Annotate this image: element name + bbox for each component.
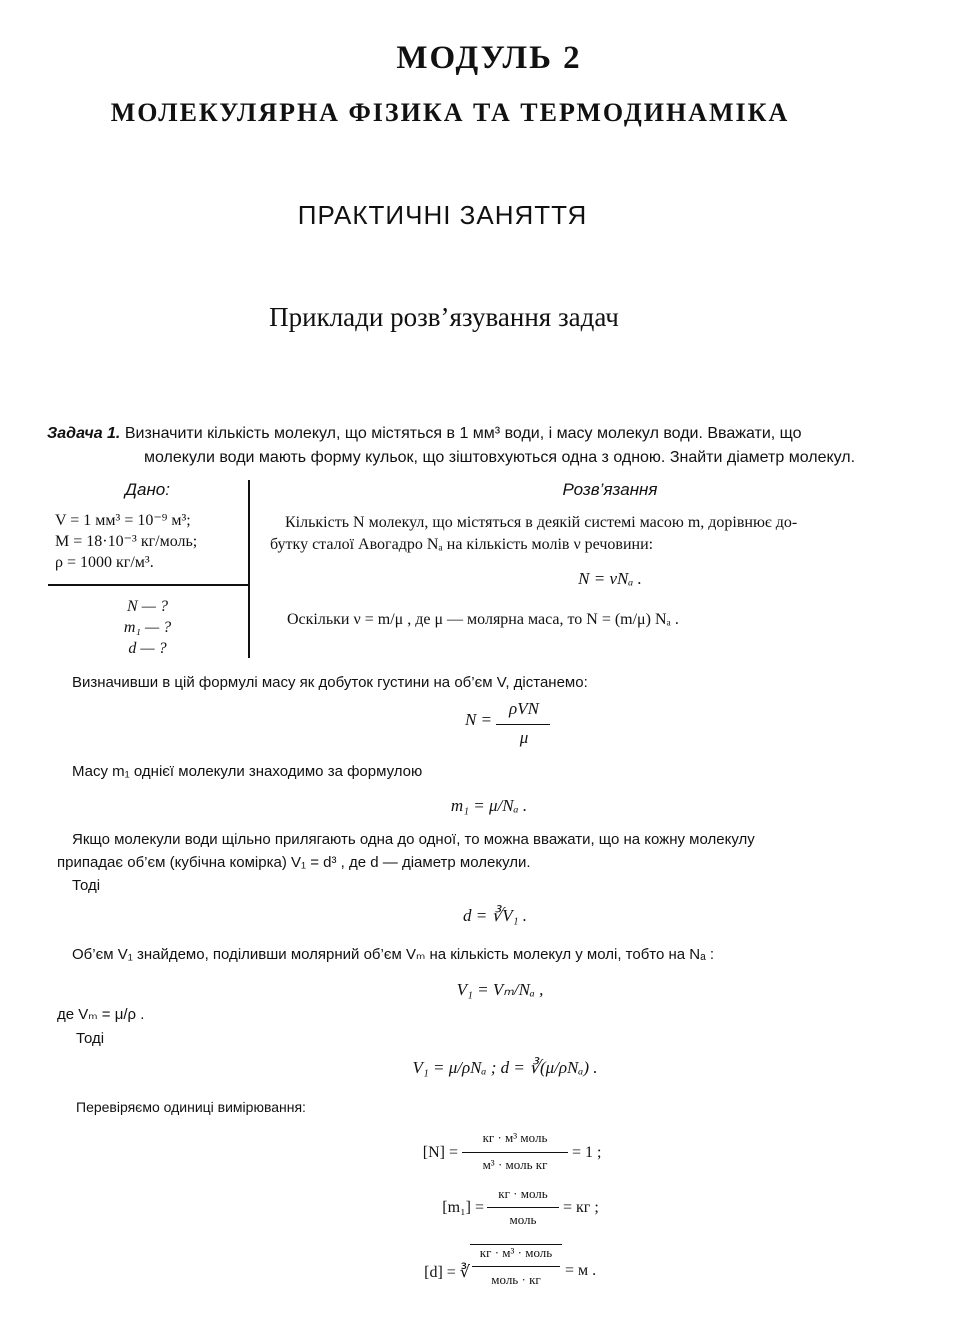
eq2-lhs: N = [464,710,492,729]
equation-v1: V₁ = Vₘ/Nₐ , [456,980,544,999]
body-para-5: де Vₘ = μ/ρ . [57,1006,145,1023]
find-list [50,596,245,659]
units1-numerator: кг · м³ моль [482,1130,548,1145]
given-list [55,510,245,573]
units3-denominator: моль · кг [491,1272,541,1287]
units1-fraction-bar [462,1152,568,1153]
given-header: Дано: [125,480,170,499]
problem-text-1: Визначити кількість молекул, що містяться в 1 мм³ води, і масу молекул води. Вважати, що [124,425,802,442]
units3-rhs: = м . [565,1262,597,1279]
solution-para-1b: бутку сталої Авогадро Nₐ на кількість молів ν речовини: [270,536,654,553]
units2-rhs: = кг ; [563,1199,599,1216]
module-title: МОДУЛЬ 2 [396,40,582,76]
equation-v1-d: V₁ = μ/ρNₐ ; d = ∛(μ/ρNₐ) . [412,1058,598,1077]
units1-lhs: [N] = [422,1144,458,1161]
practical-title: ПРАКТИЧНІ ЗАНЯТТЯ [297,200,588,230]
units3-numerator: кг · м³ · моль [470,1244,562,1261]
given-item: ρ = 1000 кг/м³. [55,554,154,571]
given-item: M = 18·10⁻³ кг/моль; [55,533,198,550]
equation-m1: m₁ = μ/Nₐ . [450,796,528,815]
given-item: V = 1 мм³ = 10⁻⁹ м³; [55,512,191,529]
equation-d: d = ∛V₁ . [462,906,528,925]
body-para-6: Перевіряємо одиниці вимірювання: [76,1099,306,1115]
then-label-2: Тоді [76,1030,105,1047]
body-para-3b: припадає об’єм (кубічна комірка) V₁ = d³ , де d — діаметр молекули. [57,854,531,871]
body-para-3a: Якщо молекули води щільно прилягають одна до одної, то можна вважати, що на кожну молекулу [72,831,755,848]
problem-text-2: молекули води мають форму кульок, що зіштовхуються одна з одною. Знайти діаметр молекул. [144,449,856,466]
equation-n-nu: N = νNₐ . [578,569,642,588]
eq2-denominator: μ [519,728,529,747]
find-item: d — ? [128,640,167,657]
problem-label: Задача 1. [47,425,121,442]
units2-lhs: [m₁] = [442,1199,484,1216]
body-para-1: Визначивши в цій формулі масу як добуток густини на об’єм V, дістанемо: [72,674,588,691]
solution-header: Розв’язання [562,480,658,499]
units1-denominator: м³ · моль кг [482,1157,548,1172]
eq2-numerator: ρVN [509,699,539,718]
given-divider [48,584,250,586]
units2-numerator: кг · моль [498,1186,548,1201]
solution-para-2: Оскільки ν = m/μ , де μ — молярна маса, то N = (m/μ) Nₐ . [287,611,679,628]
solution-para-1a: Кількість N молекул, що містяться в деякій системі масою m, дорівнює до- [285,514,798,531]
then-label-1: Тоді [72,877,101,894]
problem-statement [47,422,959,470]
body-para-2: Масу m₁ однієї молекули знаходимо за формулою [72,763,423,780]
section-title: МОЛЕКУЛЯРНА ФІЗИКА ТА ТЕРМОДИНАМІКА [110,98,790,127]
units2-denominator: моль [509,1212,537,1227]
find-item: m₁ — ? [123,619,172,636]
units3-lhs: [d] = ∛ [424,1264,470,1281]
eq2-fraction-bar [496,724,550,725]
find-item: N — ? [127,598,168,615]
units3-fraction-bar [472,1266,560,1267]
examples-title: Приклади розв’язування задач [269,302,619,332]
units2-fraction-bar [487,1207,559,1208]
problem-line-1 [47,422,959,446]
units1-rhs: = 1 ; [572,1144,602,1161]
body-para-4: Об’єм V₁ знайдемо, поділивши молярний об’єм Vₘ на кількість молекул у молі, тобто на Nₐ : [72,946,715,963]
